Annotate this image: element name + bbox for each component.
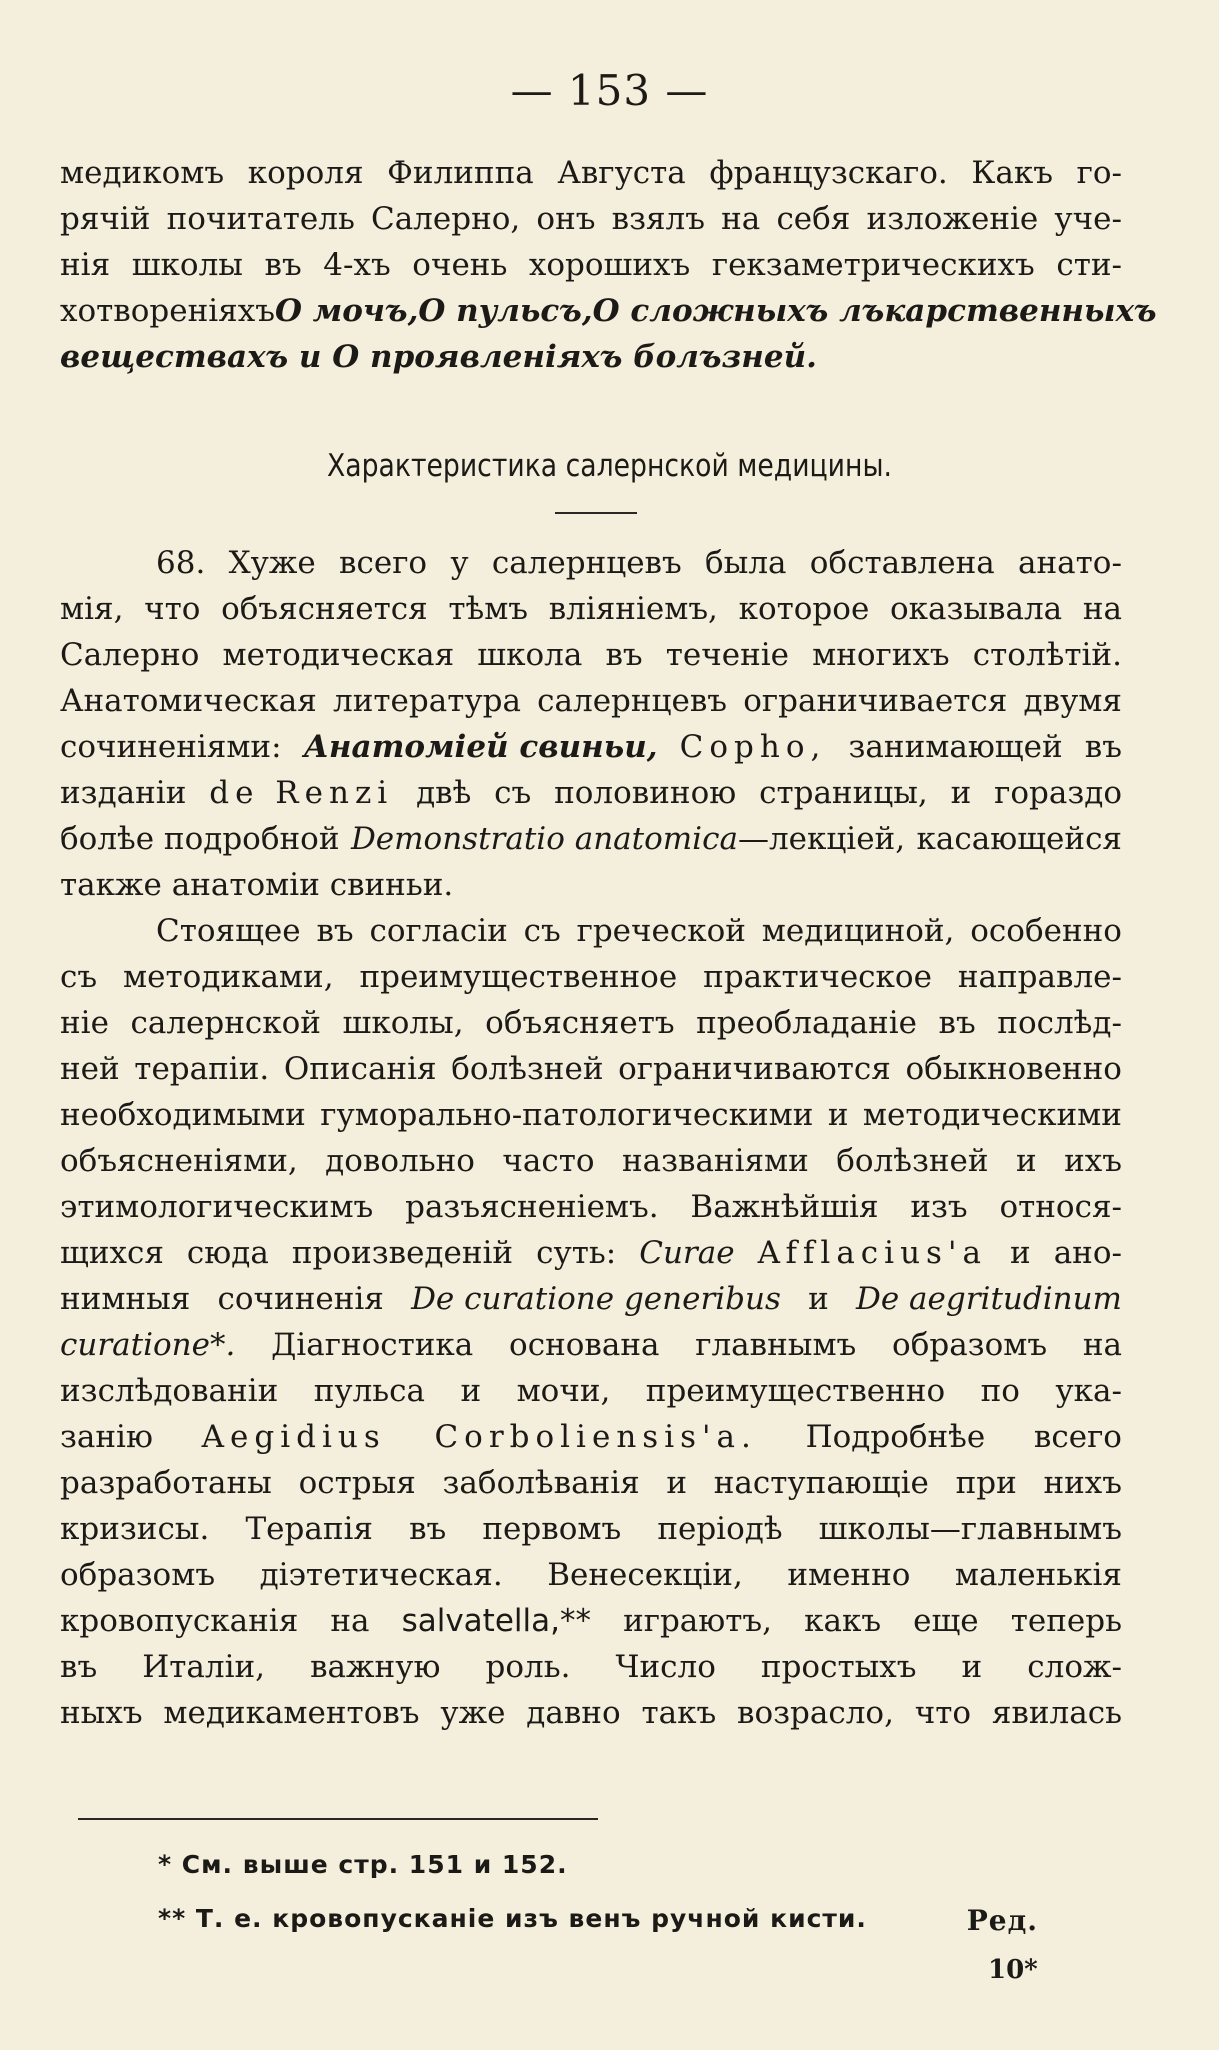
word: себя	[776, 201, 851, 237]
word: Хуже	[228, 545, 316, 581]
word: школа	[477, 637, 583, 673]
word: и	[666, 1465, 688, 1501]
word: слож-	[1027, 1649, 1122, 1685]
word: діэтетическая.	[259, 1557, 503, 1593]
word: именно	[787, 1557, 911, 1593]
text-line	[60, 1000, 1122, 1046]
word: 68.	[156, 545, 206, 581]
word: возрасло,	[737, 1695, 894, 1731]
word: многихъ	[812, 637, 950, 673]
word: особенно	[970, 913, 1122, 949]
text-line	[60, 1368, 1122, 1414]
footnote-text: ** Т. е. кровопусканіе изъ венъ ручной кисти.	[158, 1904, 867, 1933]
word: рячій	[60, 201, 151, 237]
printer-signature: 10*	[988, 1955, 1038, 1985]
word: занимающей	[848, 729, 1063, 765]
word: Августа	[557, 155, 686, 191]
word: Какъ	[971, 155, 1053, 191]
word: методиками,	[123, 959, 334, 995]
text-line	[60, 1092, 1122, 1138]
word: на	[1082, 1327, 1122, 1363]
text-line	[60, 586, 1122, 632]
word: Салерно	[60, 637, 200, 673]
word: въ	[605, 637, 643, 673]
text-line	[60, 1276, 1122, 1322]
word: въ	[409, 1511, 447, 1547]
word: ука-	[1055, 1373, 1122, 1409]
spaced-name: Corboliensis'a.	[434, 1419, 757, 1455]
word: изложеніе	[866, 201, 1039, 237]
word: образомъ	[892, 1327, 1048, 1363]
word: простыхъ	[760, 1649, 917, 1685]
text-line	[60, 1598, 1122, 1644]
word: въ	[1084, 729, 1122, 765]
word: очень	[412, 247, 508, 283]
word: въ	[316, 913, 354, 949]
word: образомъ	[60, 1557, 216, 1593]
italic-title: Demonstratio anatomica	[350, 821, 738, 857]
italic-title: De curatione generibus	[411, 1281, 781, 1317]
word: нія	[60, 247, 111, 283]
text-line	[60, 862, 1122, 908]
word: важную	[310, 1649, 441, 1685]
text-line	[60, 1230, 1122, 1276]
word: Описанія	[283, 1051, 437, 1087]
word: салернцевъ	[537, 683, 728, 719]
word: произведеній	[291, 1235, 514, 1271]
word: періодѣ	[657, 1511, 783, 1547]
word: терапіи.	[134, 1051, 270, 1087]
word: salvatella,**	[401, 1603, 591, 1639]
word: довольно	[325, 1143, 475, 1179]
footnote-1: * См. выше стр. 151 и 152.	[158, 1850, 568, 1879]
word: тѣмъ	[448, 591, 529, 627]
intro-paragraph	[60, 150, 1157, 380]
word: изъ	[910, 1189, 968, 1225]
word: также анатоміи свиньи.	[60, 867, 454, 903]
word: при	[955, 1465, 1017, 1501]
word: болѣзней	[451, 1051, 604, 1087]
word: съ	[523, 913, 561, 949]
text-line	[60, 678, 1122, 724]
word: ограничивается	[743, 683, 1008, 719]
page-number: — 153 —	[510, 66, 709, 115]
word: онъ	[536, 201, 596, 237]
word: и	[460, 1373, 482, 1409]
word: изслѣдованіи	[60, 1373, 279, 1409]
word: въ	[264, 247, 302, 283]
text-line	[60, 954, 1122, 1000]
word: почитатель	[166, 201, 355, 237]
text-line	[60, 1138, 1122, 1184]
word: объясняется	[221, 591, 428, 627]
word: кризисы.	[60, 1511, 210, 1547]
word: роль.	[485, 1649, 571, 1685]
word: играютъ,	[623, 1603, 773, 1639]
word: столѣтій.	[972, 637, 1122, 673]
word: наступающіе	[713, 1465, 929, 1501]
word: по	[980, 1373, 1020, 1409]
editor-mark: Ред.	[966, 1904, 1038, 1937]
section-title: Характеристика салернской медицины.	[327, 448, 892, 484]
word: гораздо	[994, 775, 1122, 811]
word: ано-	[1053, 1235, 1122, 1271]
word: половиною	[554, 775, 737, 811]
word: главнымъ	[695, 1327, 857, 1363]
word: послѣд-	[997, 1005, 1122, 1041]
text-line	[60, 540, 1122, 586]
word: вліяніемъ,	[548, 591, 718, 627]
word: болѣзней	[836, 1143, 989, 1179]
footnote-2	[158, 1904, 1038, 1937]
word: уже	[440, 1695, 506, 1731]
word: преобладаніе	[696, 1005, 917, 1041]
text-line	[60, 770, 1122, 816]
word: сти-	[1056, 247, 1122, 283]
text-line	[60, 1690, 1122, 1736]
word: въ	[60, 1649, 98, 1685]
word: заболѣванія	[442, 1465, 640, 1501]
word: и	[1009, 1235, 1031, 1271]
word: съ	[60, 959, 98, 995]
word: ограничиваются	[618, 1051, 891, 1087]
word: необходимыми	[60, 1097, 306, 1133]
word: Діагностика	[271, 1327, 474, 1363]
text-line	[60, 1644, 1122, 1690]
italic-title: О сложныхъ лъкарственныхъ	[592, 293, 1157, 329]
word: хорошихъ	[528, 247, 691, 283]
word: явилась	[991, 1695, 1122, 1731]
word: гекзаметрическихъ	[711, 247, 1035, 283]
word: греческой	[576, 913, 746, 949]
word: относя-	[999, 1189, 1122, 1225]
word: Италіи,	[142, 1649, 266, 1685]
word: и	[950, 775, 972, 811]
word: щихся	[60, 1235, 164, 1271]
word: согласіи	[369, 913, 508, 949]
paragraph-68	[60, 540, 1122, 908]
word: 4-хъ	[323, 247, 391, 283]
word: пульса	[313, 1373, 426, 1409]
spaced-name: Afflacius'a	[757, 1235, 987, 1271]
word: на	[330, 1603, 370, 1639]
word: нимныя	[60, 1281, 191, 1317]
word: всего	[1033, 1419, 1122, 1455]
word: сюда	[186, 1235, 269, 1271]
text-line	[60, 1552, 1122, 1598]
word: салернской	[130, 1005, 321, 1041]
word: ихъ	[1064, 1143, 1122, 1179]
text-line	[60, 1460, 1122, 1506]
italic-title: веществахъ и О проявленіяхъ болъзней.	[60, 339, 817, 375]
word: Анатомическая	[60, 683, 317, 719]
word: на	[721, 201, 761, 237]
word: такъ	[641, 1695, 717, 1731]
text-line	[60, 816, 1122, 862]
word: взялъ	[611, 201, 705, 237]
word: первомъ	[482, 1511, 622, 1547]
word: го-	[1076, 155, 1122, 191]
word: давно	[526, 1695, 621, 1731]
word: была	[705, 545, 787, 581]
text-line	[60, 196, 1122, 242]
word: —лекціей,	[737, 821, 906, 857]
word: разработаны	[60, 1465, 272, 1501]
word: въ	[938, 1005, 976, 1041]
word: болѣе подробной	[60, 821, 340, 857]
word: оказывала	[889, 591, 1063, 627]
word: теченіе	[665, 637, 789, 673]
word: обыкновенно	[905, 1051, 1122, 1087]
word: гуморально-патологическими	[320, 1097, 814, 1133]
italic-title: De aegritudinum	[855, 1281, 1122, 1317]
paragraph-2	[60, 908, 1122, 1736]
word: суть:	[536, 1235, 617, 1271]
word: преимущественное	[359, 959, 678, 995]
word: уче-	[1054, 201, 1122, 237]
word: названіями	[621, 1143, 809, 1179]
word: Важнѣйшія	[690, 1189, 879, 1225]
word: короля	[247, 155, 364, 191]
word: которое	[738, 591, 870, 627]
word: Филиппа	[387, 155, 534, 191]
word: разъясненіемъ.	[405, 1189, 659, 1225]
italic-title: О пульсъ,	[418, 293, 593, 329]
word: сочиненіями:	[60, 729, 282, 765]
text-line	[60, 242, 1122, 288]
word: и	[827, 1097, 849, 1133]
italic-title: Анатоміей свиньи,	[303, 729, 658, 765]
word: методическими	[862, 1097, 1122, 1133]
word: литература	[333, 683, 521, 719]
text-line	[60, 334, 1122, 380]
word: методическая	[222, 637, 455, 673]
text-line	[60, 1184, 1122, 1230]
word: школы	[131, 247, 243, 283]
word: анато-	[1018, 545, 1122, 581]
italic-title: О мочъ,	[274, 293, 419, 329]
word: медициной,	[761, 913, 955, 949]
word: Стоящее	[156, 913, 301, 949]
word: маленькія	[954, 1557, 1122, 1593]
word: Салерно,	[370, 201, 521, 237]
italic-title: curatione*.	[60, 1327, 236, 1363]
word: объясняетъ	[485, 1005, 675, 1041]
word: кровопусканія	[60, 1603, 299, 1639]
word: изданіи	[60, 775, 187, 811]
word: еще	[913, 1603, 979, 1639]
word: занію	[60, 1419, 153, 1455]
word: и	[1015, 1143, 1037, 1179]
word: мія,	[60, 591, 124, 627]
footnote-rule	[78, 1818, 598, 1820]
word: преимущественно	[645, 1373, 946, 1409]
word: на	[1082, 591, 1122, 627]
word: какъ	[804, 1603, 882, 1639]
word: этимологическимъ	[60, 1189, 374, 1225]
word: Подробнѣе	[805, 1419, 986, 1455]
word: страницы,	[759, 775, 928, 811]
word: Венесекціи,	[547, 1557, 743, 1593]
title-rule	[555, 512, 637, 514]
word: и	[961, 1649, 983, 1685]
word: медикомъ	[60, 155, 225, 191]
word: и	[808, 1281, 829, 1317]
word: острыя	[298, 1465, 416, 1501]
word: всего	[339, 545, 428, 581]
word: мочи,	[516, 1373, 611, 1409]
italic-title: Curae	[639, 1235, 735, 1271]
word: нихъ	[1043, 1465, 1122, 1501]
word: школы,	[342, 1005, 464, 1041]
text-line	[60, 908, 1122, 954]
text-line	[60, 724, 1122, 770]
word: обставлена	[809, 545, 995, 581]
spaced-name: Copho,	[679, 729, 827, 765]
word: съ	[494, 775, 532, 811]
word: объясненіями,	[60, 1143, 298, 1179]
text-line	[60, 1414, 1122, 1460]
spaced-name: de Renzi	[209, 775, 394, 811]
text-line	[60, 1322, 1122, 1368]
word: что	[914, 1695, 972, 1731]
word: школы—главнымъ	[818, 1511, 1122, 1547]
word: касающейся	[916, 821, 1122, 857]
word: хотвореніяхъ	[60, 293, 275, 329]
text-line	[60, 1046, 1122, 1092]
word: ніе	[60, 1005, 109, 1041]
text-line	[60, 632, 1122, 678]
word: двумя	[1023, 683, 1122, 719]
word: теперь	[1010, 1603, 1122, 1639]
word: направле-	[957, 959, 1122, 995]
word: салернцевъ	[491, 545, 682, 581]
spaced-name: Aegidius	[201, 1419, 386, 1455]
word: ныхъ	[60, 1695, 143, 1731]
word: французскаго.	[709, 155, 948, 191]
word: у	[450, 545, 469, 581]
word: ней	[60, 1051, 120, 1087]
word: Терапія	[245, 1511, 373, 1547]
word: основана	[509, 1327, 660, 1363]
word: часто	[502, 1143, 595, 1179]
word: сочиненія	[217, 1281, 384, 1317]
text-line	[60, 150, 1122, 196]
word: медикаментовъ	[163, 1695, 420, 1731]
word: двѣ	[416, 775, 472, 811]
word: практическое	[703, 959, 932, 995]
word: что	[144, 591, 201, 627]
word: Число	[615, 1649, 716, 1685]
text-line	[60, 288, 1157, 334]
text-line	[60, 1506, 1122, 1552]
